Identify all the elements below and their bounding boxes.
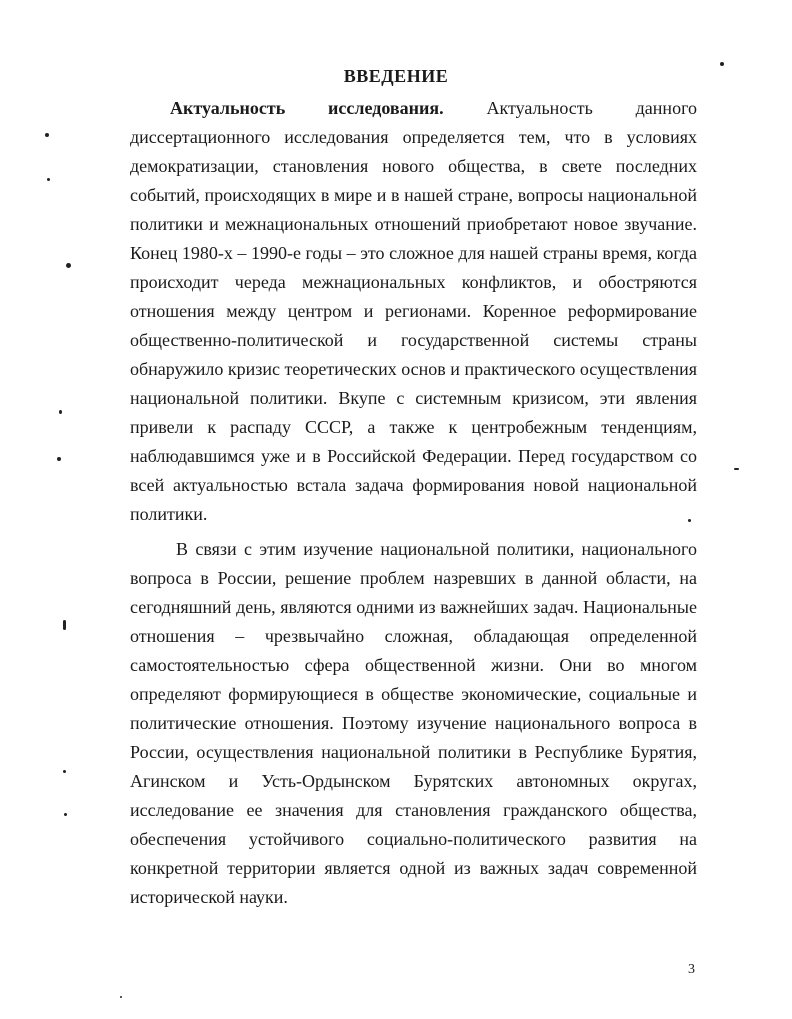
scan-speck (57, 457, 61, 461)
scan-speck (63, 770, 66, 773)
paragraph-national-question: В связи с этим изучение национальной политики, национального вопроса в России, решение проблем назревших в данной области, на сегодняшний день, являются одними из важнейших задач. Национальные отношения – чрезвычайно сложная, обладающая определенной самостоятельностью сфера общественной жизни. Они во многом определяют формирующиеся в обществе экономические, социальные и политические отношения. Поэтому изучение национального вопроса в России, осуществления национальной политики в Республике Бурятия, Агинском и Усть-Ордынском Бурятских автономных округах, исследование ее значения для становления гражданского общества, обеспечения устойчивого социально-политического развития на конкретной территории является одной из важных задач современной исторической науки. (130, 539, 697, 907)
page-title: ВВЕДЕНИЕ (343, 66, 449, 86)
scan-speck (64, 813, 67, 816)
scan-speck (63, 620, 66, 630)
scan-speck (45, 133, 49, 137)
page-number: 3 (688, 962, 695, 977)
scan-speck (47, 178, 50, 181)
scan-speck (688, 519, 691, 522)
scan-speck (66, 263, 71, 268)
scan-speck (734, 468, 739, 470)
paragraph-relevance (130, 94, 697, 529)
scan-speck (59, 410, 62, 414)
scan-speck (720, 62, 724, 66)
paragraph-relevance-text: Актуальность данного диссертационного исследования определяется тем, что в условиях демократизации, становления нового общества, в свете последних событий, происходящих в мире и в нашей стране, вопросы национальной политики и межнациональных отношений приобретают новое звучание. Конец 1980-х – 1990-е годы – это сложное для нашей страны время, когда происходит череда межнациональных конфликтов, и обостряются отношения между центром и регионами. Коренное реформирование общественно-политической и государственной системы страны обнаружило кризис теоретических основ и практического осуществления национальной политики. Вкупе с системным кризисом, эти явления привели к распаду СССР, а также к центробежным тенденциям, наблюдавшимся уже и в Российской Федерации. Перед государством со всей актуальностью встала задача формирования новой национальной политики. (130, 98, 698, 524)
scan-speck (120, 996, 122, 998)
paragraph-lead: Актуальность исследования. (170, 98, 444, 118)
